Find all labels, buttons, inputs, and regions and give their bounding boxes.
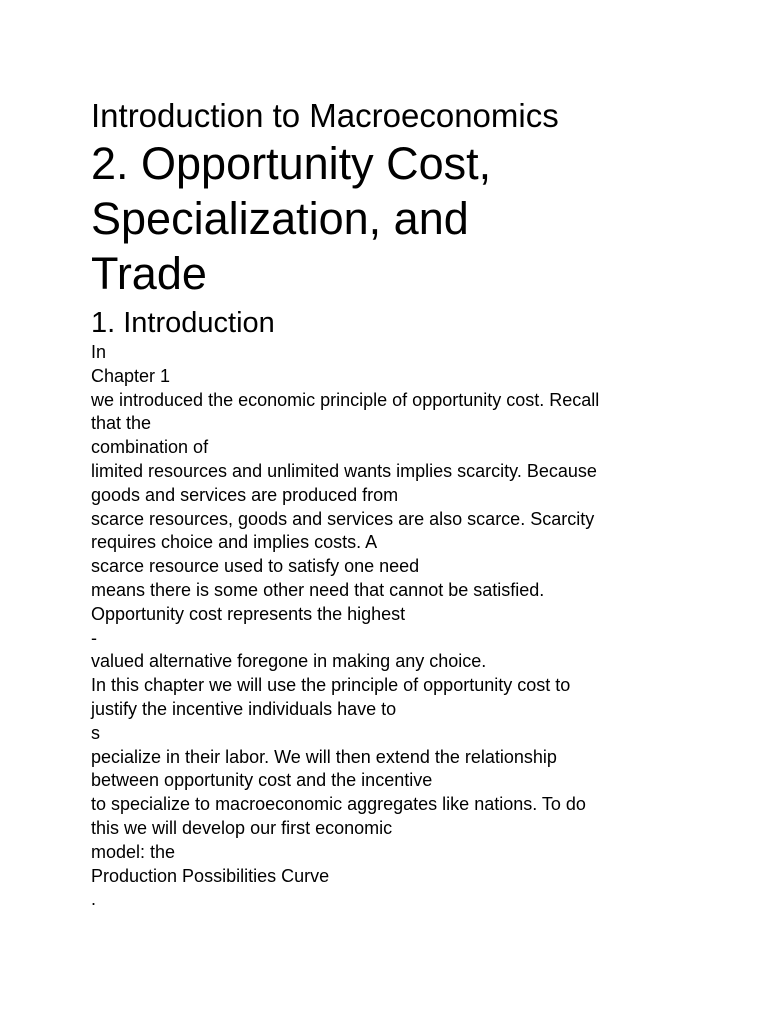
text-line: combination of bbox=[91, 437, 209, 458]
text-line: this we will develop our first economic bbox=[91, 817, 393, 838]
text-line: valued alternative foregone in making any choice. bbox=[91, 651, 487, 672]
text-line: s bbox=[91, 722, 100, 743]
text-line: . bbox=[91, 889, 97, 910]
text-line: we introduced the economic principle of opportunity cost. Recall bbox=[91, 389, 600, 410]
text-line: model: the bbox=[91, 841, 176, 862]
text-line: goods and services are produced from bbox=[91, 484, 399, 505]
text-line: scarce resources, goods and services are also scarce. Scarcity bbox=[91, 508, 595, 529]
text-line: limited resources and unlimited wants implies scarcity. Because bbox=[91, 460, 597, 481]
text-line: scarce resource used to satisfy one need bbox=[91, 556, 420, 577]
text-line: - bbox=[91, 627, 97, 648]
course-title: Introduction to Macroeconomics bbox=[91, 97, 559, 134]
text-line: that the bbox=[91, 413, 152, 434]
text-line: In this chapter we will use the principle of opportunity cost to bbox=[91, 675, 571, 696]
text-line: pecialize in their labor. We will then extend the relationship bbox=[91, 746, 557, 767]
document-page bbox=[91, 96, 751, 912]
text-line: requires choice and implies costs. A bbox=[91, 532, 378, 553]
text-line: Chapter 1 bbox=[91, 365, 171, 386]
chapter-title: 2. Opportunity Cost, Specialization, and Trade bbox=[91, 138, 492, 299]
body-text bbox=[91, 341, 751, 912]
text-line: In bbox=[91, 342, 107, 362]
section-heading: 1. Introduction bbox=[91, 307, 275, 339]
text-line: means there is some other need that cannot be satisfied. bbox=[91, 579, 545, 600]
text-line: Production Possibilities Curve bbox=[91, 865, 330, 886]
text-line: between opportunity cost and the incentive bbox=[91, 770, 433, 791]
text-line: to specialize to macroeconomic aggregates like nations. To do bbox=[91, 794, 586, 815]
text-line: Opportunity cost represents the highest bbox=[91, 603, 406, 624]
text-line: justify the incentive individuals have to bbox=[91, 698, 397, 719]
